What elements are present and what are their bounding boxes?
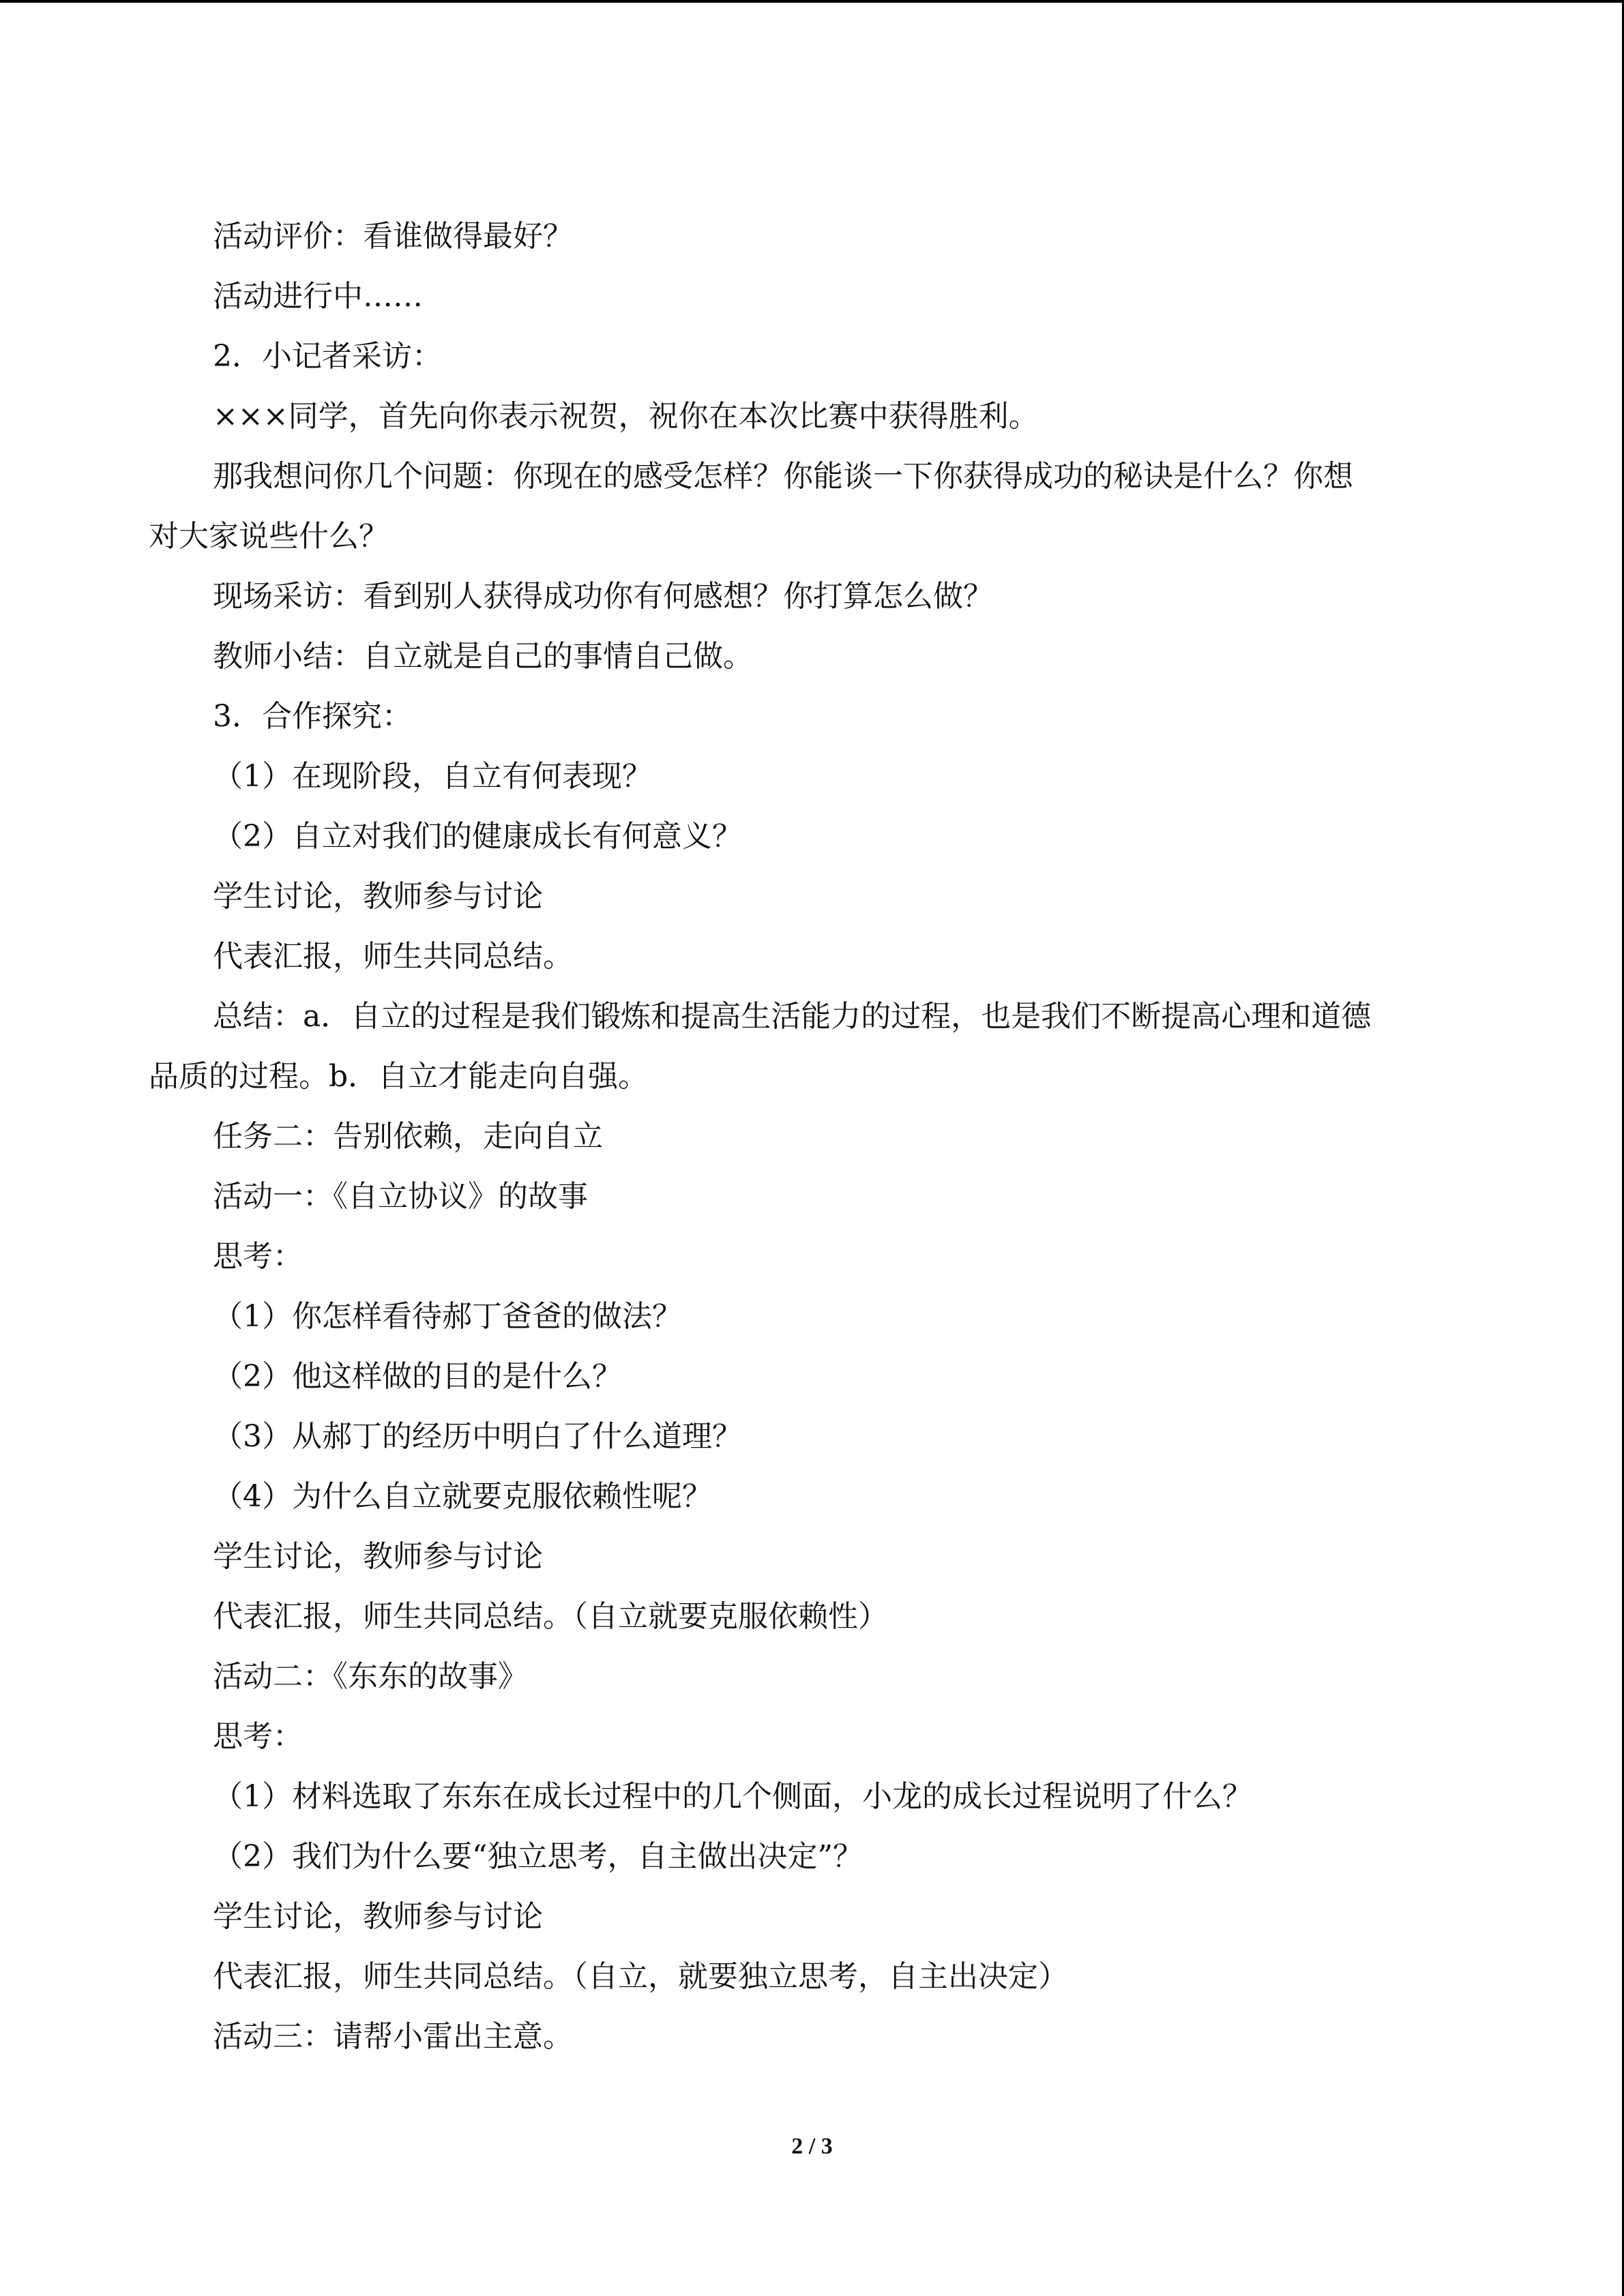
task-heading: 任务二：告别依赖，走向自立 <box>213 1119 603 1154</box>
text-line-continuation: 对大家说些什么？ <box>149 519 389 554</box>
text-line-continuation: 品质的过程。b．自立才能走向自强。 <box>149 1059 649 1094</box>
question-item: （3）从郝丁的经历中明白了什么道理？ <box>213 1419 742 1454</box>
text-line: 现场采访：看到别人获得成功你有何感想？你打算怎么做？ <box>213 579 993 614</box>
text-line: 代表汇报，师生共同总结。（自立，就要独立思考，自主出决定） <box>213 1959 1068 1994</box>
page-number: 2 / 3 <box>791 2134 833 2159</box>
question-item: （1）你怎样看待郝丁爸爸的做法？ <box>213 1299 682 1334</box>
text-line: 那我想问你几个问题：你现在的感受怎样？你能谈一下你获得成功的秘诀是什么？你想 <box>213 459 1353 494</box>
question-item: （2）他这样做的目的是什么？ <box>213 1359 622 1394</box>
question-item: （1）材料选取了东东在成长过程中的几个侧面，小龙的成长过程说明了什么？ <box>213 1779 1252 1814</box>
text-line: 学生讨论，教师参与讨论 <box>213 1899 543 1934</box>
text-line: 思考： <box>213 1239 303 1274</box>
question-item: （4）为什么自立就要克服依赖性呢？ <box>213 1479 712 1514</box>
text-line: 学生讨论，教师参与讨论 <box>213 879 543 914</box>
section-heading: 3．合作探究： <box>213 699 412 734</box>
document-body <box>149 207 1475 2067</box>
text-line: 代表汇报，师生共同总结。 <box>213 939 573 974</box>
question-item: （2）自立对我们的健康成长有何意义？ <box>213 819 742 854</box>
page-top-border <box>0 0 1624 3</box>
text-line: 代表汇报，师生共同总结。（自立就要克服依赖性） <box>213 1599 888 1634</box>
text-line: 思考： <box>213 1719 303 1754</box>
question-item: （1）在现阶段，自立有何表现？ <box>213 759 652 794</box>
text-line: 活动进行中…… <box>213 279 423 314</box>
section-heading: 2．小记者采访： <box>213 339 442 374</box>
activity-heading: 活动三：请帮小雷出主意。 <box>213 2019 573 2054</box>
text-line: ×××同学，首先向你表示祝贺，祝你在本次比赛中获得胜利。 <box>213 399 1039 434</box>
text-line: 总结：a．自立的过程是我们锻炼和提高生活能力的过程，也是我们不断提高心理和道德 <box>213 999 1372 1034</box>
question-item: （2）我们为什么要“独立思考，自主做出决定”？ <box>213 1839 863 1874</box>
activity-heading: 活动二：《东东的故事》 <box>213 1659 528 1694</box>
activity-heading: 活动一：《自立协议》的故事 <box>213 1179 588 1214</box>
text-line: 活动评价：看谁做得最好？ <box>213 219 573 254</box>
text-line: 学生讨论，教师参与讨论 <box>213 1539 543 1574</box>
text-line: 教师小结：自立就是自己的事情自己做。 <box>213 639 753 674</box>
